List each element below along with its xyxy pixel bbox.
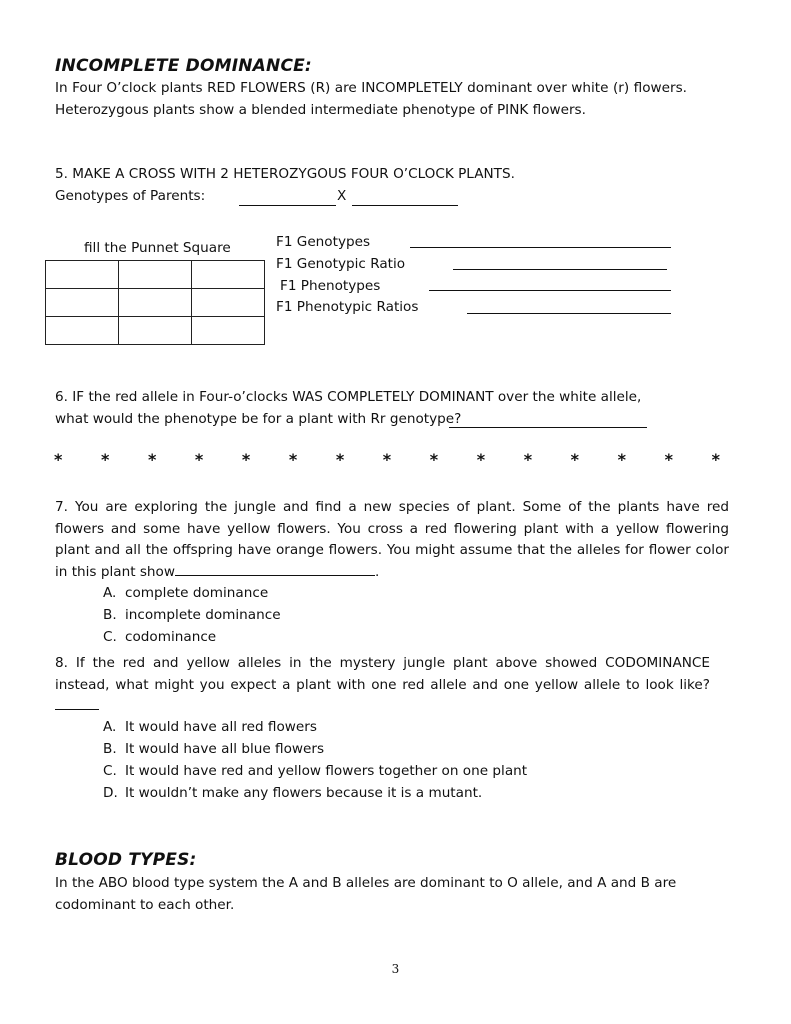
separator-star: * [147,450,157,469]
separator-star: * [100,450,110,469]
separator-star: * [476,450,486,469]
section-heading-blood-types: BLOOD TYPES: [55,850,197,870]
page-number: 3 [391,962,400,976]
f1-genotypes-label: F1 Genotypes [276,234,371,250]
option-letter: A. [103,719,117,735]
separator-star: * [711,450,720,469]
option-text: It would have all blue flowers [125,741,325,757]
punnett-cell[interactable] [119,289,192,317]
q8-text [55,653,710,718]
option-letter: A. [103,585,117,601]
option-letter: C. [103,763,117,779]
option-text: It wouldn’t make any flowers because it is a mutant. [125,785,483,801]
separator-star: * [54,450,63,469]
q7-answer-blank[interactable] [175,563,375,576]
q8-option-b[interactable] [103,741,324,757]
punnett-cell[interactable] [119,317,192,345]
f1-genotypic-ratio-blank[interactable] [453,269,667,270]
f1-phenotypes-label: F1 Phenotypes [280,278,381,294]
f1-genotypic-ratio-label: F1 Genotypic Ratio [276,256,406,272]
punnett-cell[interactable] [119,261,192,289]
separator-star: * [429,450,439,469]
separator-star: * [570,450,580,469]
punnett-cell[interactable] [192,317,265,345]
option-letter: D. [103,785,118,801]
q7-option-b[interactable] [103,607,281,623]
parent2-genotype-blank[interactable] [352,205,458,206]
incomplete-dominance-intro: In Four O’clock plants RED FLOWERS (R) are INCOMPLETELY dominant over white (r) flowers. Heterozygous plants show a blended intermediate phenotype of PINK flowers. [55,80,687,118]
punnett-cell[interactable] [192,289,265,317]
separator-star: * [664,450,673,469]
option-text: It would have all red flowers [125,719,317,735]
q7-end-punct: . [374,563,380,580]
punnett-square-label: fill the Punnet Square [84,240,231,256]
option-text: It would have red and yellow flowers together on one plant [125,763,528,779]
q8-question: 8. If the red and yellow alleles in the mystery jungle plant above showed CODOMINANCE instead, what might you expect a plant with one red allele and one yellow allele to look like? [55,655,710,693]
punnett-cell[interactable] [46,261,119,289]
parent1-genotype-blank[interactable] [239,205,336,206]
option-text: complete dominance [125,585,269,601]
q6-answer-blank[interactable] [449,427,647,428]
separator-star: * [382,450,392,469]
q6-line2: what would the phenotype be for a plant with Rr genotype? [55,411,462,427]
option-letter: B. [103,741,117,757]
separator-star: * [194,450,204,469]
f1-phenotypes-blank[interactable] [429,290,671,291]
q7-option-c[interactable] [103,629,216,645]
separator-star: * [523,450,533,469]
separator-star: * [335,450,345,469]
option-letter: B. [103,607,117,623]
f1-phenotypic-ratios-blank[interactable] [467,313,671,314]
q7-text [55,497,729,583]
blood-types-intro: In the ABO blood type system the A and B alleles are dominant to O allele, and A and B are codominant to each other. [55,875,677,913]
q5-parents-label: Genotypes of Parents: [55,188,206,204]
q6-line1: 6. IF the red allele in Four-o’clocks WAS COMPLETELY DOMINANT over the white allele, [55,389,642,405]
cross-symbol: X [337,188,347,204]
q7-option-a[interactable] [103,585,268,601]
q8-answer-blank[interactable] [55,697,99,710]
punnett-cell[interactable] [46,317,119,345]
option-letter: C. [103,629,117,645]
q8-option-a[interactable] [103,719,317,735]
q7-question: 7. You are exploring the jungle and find a new species of plant. Some of the plants have red flowers and some have yellow flowers. You cross a red flowering plant with a yellow flowering plant and all the offspring have orange flowers. You might assume that the alleles for flower color in this plant show [55,499,729,580]
punnett-square [45,260,265,345]
separator-star: * [241,450,251,469]
f1-phenotypic-ratios-label: F1 Phenotypic Ratios [276,299,419,315]
separator-star: * [288,450,298,469]
q8-option-c[interactable] [103,763,527,779]
punnett-cell[interactable] [192,261,265,289]
option-text: incomplete dominance [125,607,281,623]
q8-option-d[interactable] [103,785,482,801]
separator-star: * [617,450,626,469]
q5-title: 5. MAKE A CROSS WITH 2 HETEROZYGOUS FOUR O’CLOCK PLANTS. [55,166,515,182]
section-heading-incomplete-dominance: INCOMPLETE DOMINANCE: [55,56,312,76]
punnett-cell[interactable] [46,289,119,317]
f1-genotypes-blank[interactable] [410,247,671,248]
option-text: codominance [125,629,217,645]
star-separator [54,450,720,469]
